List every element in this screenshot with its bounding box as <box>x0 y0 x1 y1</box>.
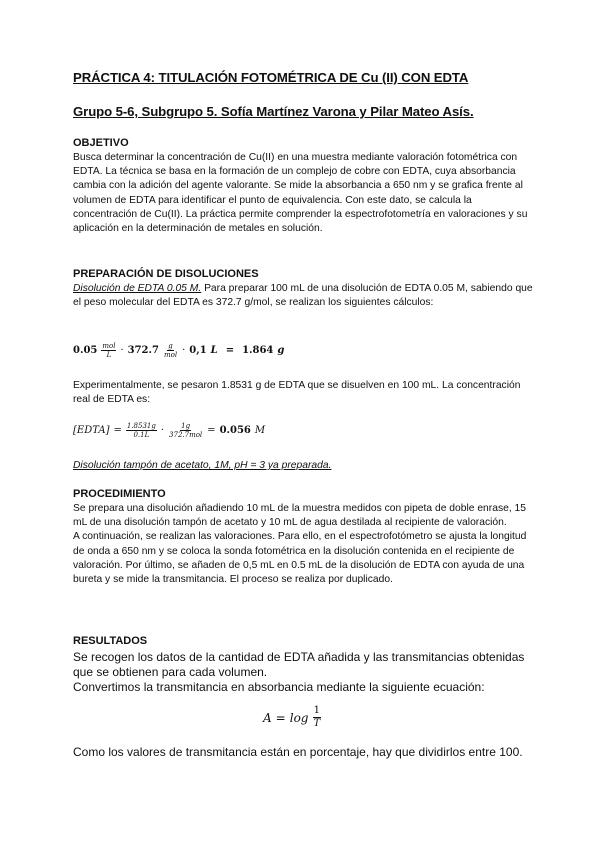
resultados-text-3: Como los valores de transmitancia están en porcentaje, hay que dividirlos entre 100. <box>73 745 523 759</box>
resultados-heading: RESULTADOS <box>73 635 148 647</box>
resultados-text-2: Convertimos la transmitancia en absorbancia mediante la siguiente ecuación: <box>73 680 485 694</box>
absorbance-equation <box>263 705 321 730</box>
formula1-unit-g-mol <box>163 342 178 359</box>
formula1-dot2: · <box>182 345 186 356</box>
formula1-unit-num: mol <box>102 342 116 350</box>
formula1-unit-mol-l <box>101 342 116 359</box>
formula1-unit2-den: mol <box>163 351 178 359</box>
edta-mass-formula <box>73 342 284 359</box>
formula2-lhs: [EDTA] <box>73 425 110 436</box>
procedimiento-text-1: Se prepara una disolución añadiendo 10 mL de la muestra medidos con pipeta de doble enrase, 15 mL de una disolución tampón de acetato y 10 mL de agua destilada al recipiente de valoración. <box>73 503 526 529</box>
edta-solution-label: Disolución de EDTA 0.05 M. <box>73 283 202 294</box>
formula1-volume: 0,1 <box>189 345 207 356</box>
buffer-solution-label: Disolución tampón de acetato, 1M, pH = 3 ya preparada. <box>73 460 332 471</box>
objetivo-paragraph <box>73 151 533 236</box>
experimental-text: Experimentalmente, se pesaron 1.8531 g de EDTA que se disuelven en 100 mL. La concentración real de EDTA es: <box>73 380 521 406</box>
formula1-molar-mass: 372.7 <box>127 345 159 356</box>
page-subtitle: Grupo 5-6, Subgrupo 5. Sofía Martínez Varona y Pilar Mateo Asís. <box>73 104 474 119</box>
formula2-f2-num: 1g <box>181 422 191 430</box>
formula2-dot: · <box>160 425 165 436</box>
formula1-unit-den: L <box>106 351 112 359</box>
formula1-unit2-num: g <box>168 342 173 350</box>
preparacion-heading: PREPARACIÓN DE DISOLUCIONES <box>73 268 259 280</box>
formula2-f1-num: 1.8531g <box>126 422 156 430</box>
equation-fraction <box>312 705 321 730</box>
edta-concentration-formula <box>73 422 265 439</box>
formula1-equals: = <box>225 345 235 356</box>
formula1-volume-unit: L <box>210 345 218 356</box>
procedimiento-text-2: A continuación, se realizan las valoraciones. Para ello, en el espectrofotómetro se ajusta la longitud de onda a 650 nm y se coloca la sonda fotométrica en la disolución contenida en el recipiente de valoración. Por último, se añaden de 0,5 mL en 0.5 mL de la disolución de EDTA con ayuda de una bureta y se mide la transmitancia. El proceso se realiza por duplicado. <box>73 531 527 586</box>
experimental-paragraph <box>73 379 533 407</box>
buffer-paragraph <box>73 459 533 473</box>
formula2-equals: = <box>113 425 122 436</box>
equation-equals: = <box>275 710 286 725</box>
page-title: PRÁCTICA 4: TITULACIÓN FOTOMÉTRICA DE Cu (II) CON EDTA <box>73 70 469 85</box>
objetivo-heading: OBJETIVO <box>73 137 129 149</box>
formula2-fraction1 <box>126 422 157 439</box>
edta-solution-text: Para preparar 100 mL de una disolución de EDTA 0.05 M, sabiendo que el peso molecular del EDTA es 372.7 g/mol, se realizan los siguientes cálculos: <box>73 283 533 309</box>
resultados-paragraph <box>73 650 543 695</box>
formula2-equals2: = <box>207 425 216 436</box>
edta-paragraph <box>73 282 533 310</box>
formula2-f1-den: 0.1L <box>133 431 150 439</box>
formula1-dot: · <box>120 345 124 356</box>
formula2-f2-den: 372.7mol <box>169 431 203 439</box>
formula1-result-unit: g <box>277 345 285 356</box>
formula2-fraction2 <box>168 422 203 439</box>
resultados-text-1: Se recogen los datos de la cantidad de EDTA añadida y las transmitancias obtenidas que se obtienen para cada volumen. <box>73 650 525 679</box>
formula2-result: 0.056 <box>219 425 251 436</box>
equation-den: T <box>313 718 321 729</box>
equation-lhs: A <box>263 710 272 725</box>
procedimiento-paragraph <box>73 502 533 587</box>
formula1-result: 1.864 <box>242 345 274 356</box>
equation-log: log <box>289 710 309 725</box>
formula1-concentration: 0.05 <box>73 345 98 356</box>
procedimiento-heading: PROCEDIMIENTO <box>73 488 166 500</box>
equation-num: 1 <box>313 705 320 716</box>
resultados-paragraph-2 <box>73 745 543 760</box>
objetivo-text: Busca determinar la concentración de Cu(II) en una muestra mediante valoración fotométrica con EDTA. La técnica se basa en la formación de un complejo de cobre con EDTA, cuya absorbancia cambia con la adición del agente valorante. Se mide la absorbancia a 650 nm y se grafica frente al volumen de EDTA para identificar el punto de equivalencia. Con este dato, se calcula la concentración de Cu(II). La práctica permite comprender la espectrofotometría en valoraciones y su aplicación en la determinación de metales en solución. <box>73 152 528 235</box>
formula2-result-unit: M <box>254 425 266 436</box>
